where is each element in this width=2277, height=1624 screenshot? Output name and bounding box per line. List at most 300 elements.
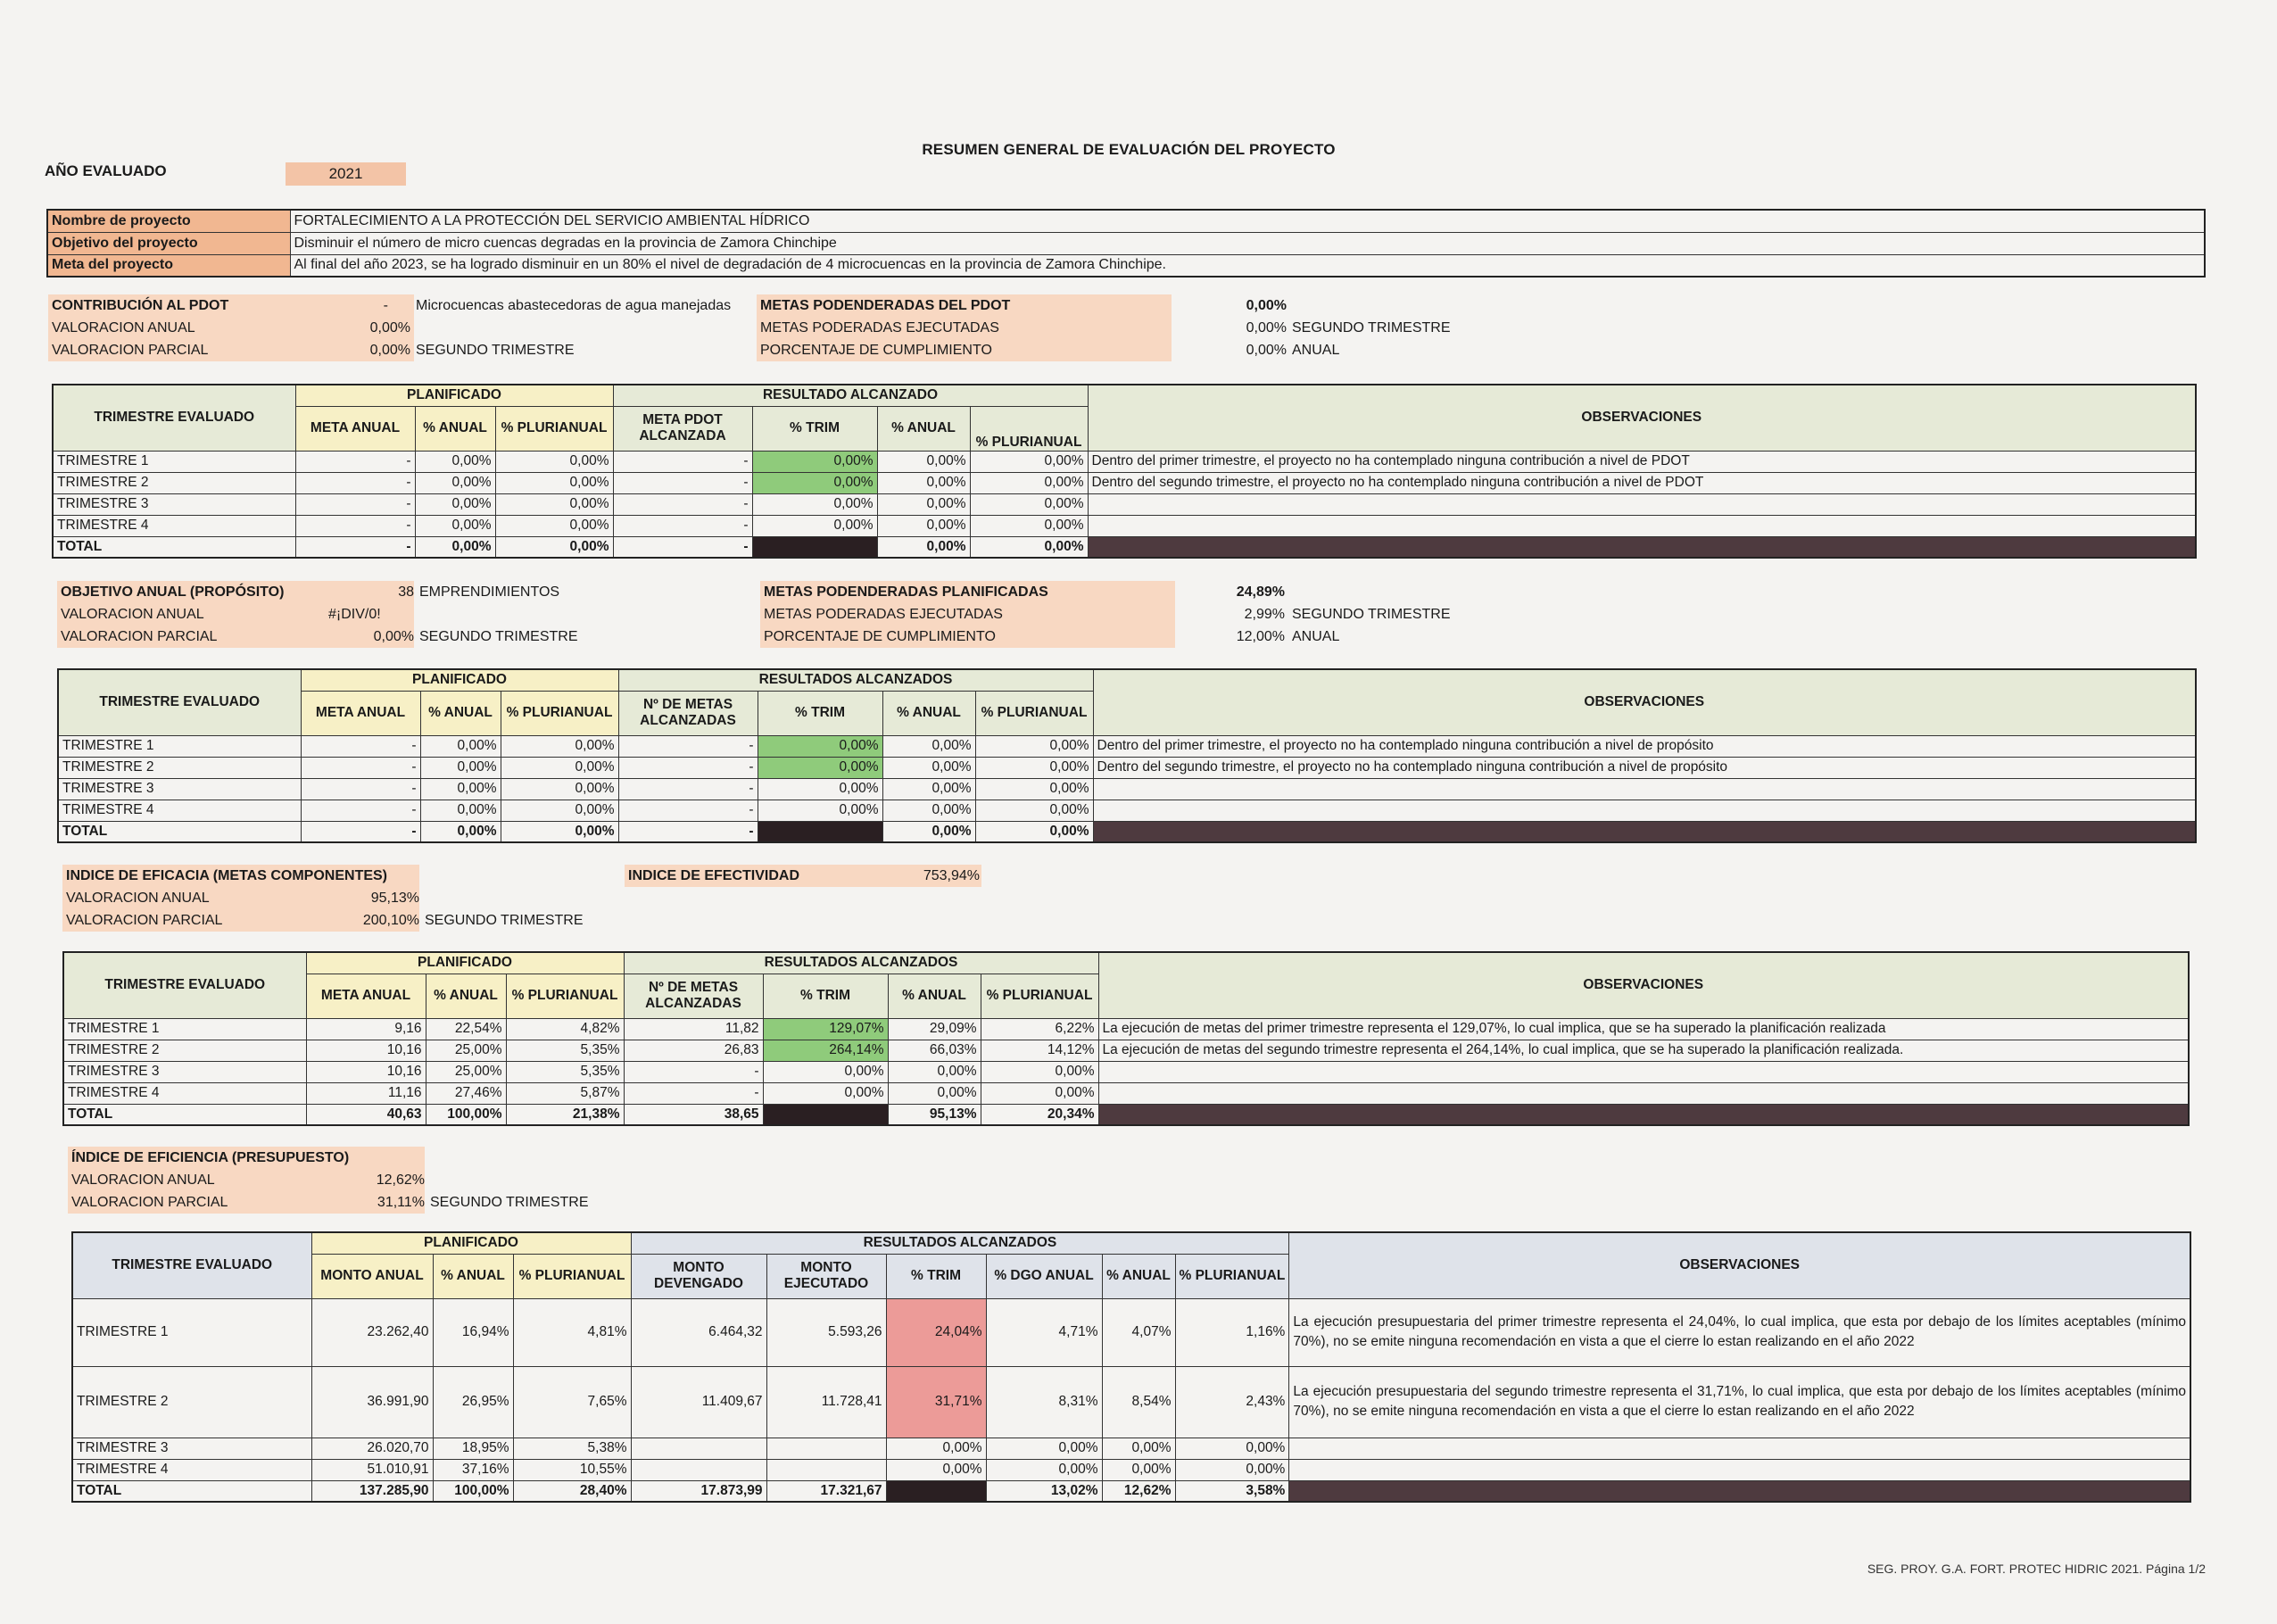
cell [631, 1459, 766, 1480]
cell: 0,00% [495, 515, 613, 536]
cell: 0,00% [415, 536, 495, 558]
table-row [58, 757, 2196, 778]
table-row [72, 1298, 2190, 1366]
observation [1093, 800, 2196, 821]
cell: 37,16% [433, 1459, 513, 1480]
cell: 0,00% [970, 472, 1088, 493]
cell: 0,00% [420, 757, 501, 778]
objective-weighted-value: 24,89% [1236, 584, 1285, 600]
objective-weighted-exec-label: METAS PODERADAS EJECUTADAS [760, 603, 1175, 626]
components-table-c6: % ANUAL [888, 974, 981, 1018]
budget-table-c7: % DGO ANUAL [986, 1254, 1102, 1298]
table-row [58, 735, 2196, 757]
cell: 7,65% [513, 1366, 631, 1438]
cell: 11,16 [306, 1082, 426, 1104]
components-table-c4a: Nº DE METAS [648, 980, 739, 995]
cell: - [295, 451, 415, 472]
purpose-table-c6: % ANUAL [882, 691, 975, 735]
pdot-weighted-exec-text: SEGUNDO TRIMESTRE [1292, 320, 1451, 336]
cell: - [295, 493, 415, 515]
components-table-c2: % ANUAL [426, 974, 506, 1018]
pdot-contrib-text: Microcuencas abastecedoras de agua manejadas [416, 298, 732, 313]
cell: 25,00% [426, 1061, 506, 1082]
row-label: TRIMESTRE 1 [58, 735, 301, 757]
cell [631, 1438, 766, 1459]
cell: - [618, 800, 758, 821]
cell: 10,16 [306, 1061, 426, 1082]
project-info-table [46, 209, 2206, 278]
cell: 0,00% [882, 757, 975, 778]
cell: 31,71% [886, 1366, 986, 1438]
table-row [63, 1040, 2189, 1061]
table-row [58, 800, 2196, 821]
cell: 16,94% [433, 1298, 513, 1366]
observation: La ejecución de metas del segundo trimestre representa el 264,14%, lo cual implica, que se ha superado la planificación realizada. [1098, 1040, 2189, 1061]
project-name: FORTALECIMIENTO A LA PROTECCIÓN DEL SERVICIO AMBIENTAL HÍDRICO [290, 210, 2205, 232]
budget-table-h-res: RESULTADOS ALCANZADOS [631, 1232, 1289, 1254]
cell: 5,38% [513, 1438, 631, 1459]
cell: 18,95% [433, 1438, 513, 1459]
cell: 0,00% [758, 800, 882, 821]
components-table-c4 [624, 974, 763, 1018]
project-name-label: Nombre de proyecto [47, 210, 290, 232]
cell: 0,00% [877, 493, 970, 515]
budget-table-c5 [766, 1254, 886, 1298]
cell: - [613, 472, 752, 493]
cell: 0,00% [877, 515, 970, 536]
cell: 4,81% [513, 1298, 631, 1366]
row-label: TRIMESTRE 2 [53, 472, 295, 493]
cell: 0,00% [975, 735, 1093, 757]
observation-blank [1289, 1480, 2190, 1502]
efficiency-annual-label: VALORACION ANUAL [68, 1169, 425, 1191]
efficacy-partial-text: SEGUNDO TRIMESTRE [425, 913, 584, 928]
table-row [53, 472, 2196, 493]
cell: 0,00% [970, 451, 1088, 472]
cell: 10,55% [513, 1459, 631, 1480]
row-label: TRIMESTRE 2 [58, 757, 301, 778]
cell: 0,00% [981, 1082, 1098, 1104]
observation: Dentro del primer trimestre, el proyecto no ha contemplado ninguna contribución a nivel de propósito [1093, 735, 2196, 757]
year-label: AÑO EVALUADO [45, 162, 167, 179]
cell: 0,00% [975, 800, 1093, 821]
cell: 0,00% [763, 1082, 888, 1104]
cell: - [613, 451, 752, 472]
cell: 4,07% [1102, 1298, 1175, 1366]
cell: - [618, 757, 758, 778]
observation-blank [1098, 1104, 2189, 1125]
table-row [63, 1061, 2189, 1082]
row-label: TRIMESTRE 2 [72, 1366, 311, 1438]
budget-table-h-obs: OBSERVACIONES [1289, 1232, 2190, 1298]
cell: 40,63 [306, 1104, 426, 1125]
row-label: TRIMESTRE 4 [58, 800, 301, 821]
cell: 0,00% [415, 451, 495, 472]
purpose-table-c5: % TRIM [758, 691, 882, 735]
purpose-table-c1: META ANUAL [301, 691, 420, 735]
cell: 264,14% [763, 1040, 888, 1061]
cell: 0,00% [763, 1061, 888, 1082]
observation: Dentro del segundo trimestre, el proyecto no ha contemplado ninguna contribución a nivel de propósito [1093, 757, 2196, 778]
purpose-table [57, 668, 2197, 843]
budget-table-c2: % ANUAL [433, 1254, 513, 1298]
pdot-table-h-obs: OBSERVACIONES [1088, 385, 2196, 451]
row-label: TRIMESTRE 4 [53, 515, 295, 536]
page-footer: SEG. PROY. G.A. FORT. PROTEC HIDRIC 2021. Página 1/2 [1867, 1562, 2206, 1576]
cell: 0,00% [501, 757, 618, 778]
cell: 17.873,99 [631, 1480, 766, 1502]
cell: 0,00% [415, 515, 495, 536]
observation [1098, 1061, 2189, 1082]
components-table-c7: % PLURIANUAL [981, 974, 1098, 1018]
cell: 0,00% [882, 800, 975, 821]
row-label: TRIMESTRE 3 [63, 1061, 306, 1082]
cell: 11.409,67 [631, 1366, 766, 1438]
cell: 10,16 [306, 1040, 426, 1061]
row-label: TRIMESTRE 2 [63, 1040, 306, 1061]
row-label: TRIMESTRE 1 [63, 1018, 306, 1040]
table-row [72, 1366, 2190, 1438]
objective-text: EMPRENDIMIENTOS [419, 584, 560, 600]
cell: 0,00% [495, 493, 613, 515]
observation [1098, 1082, 2189, 1104]
components-table-h-obs: OBSERVACIONES [1098, 952, 2189, 1018]
row-label: TOTAL [63, 1104, 306, 1125]
cell: 0,00% [752, 472, 877, 493]
cell: 0,00% [888, 1082, 981, 1104]
observation: Dentro del segundo trimestre, el proyecto no ha contemplado ninguna contribución a nivel de PDOT [1088, 472, 2196, 493]
cell: 29,09% [888, 1018, 981, 1040]
objective-partial-text: SEGUNDO TRIMESTRE [419, 629, 578, 644]
cell: 0,00% [1102, 1438, 1175, 1459]
objective-partial-value: 0,00% [373, 629, 414, 644]
pdot-table-h-plan: PLANIFICADO [295, 385, 613, 406]
table-row [63, 1018, 2189, 1040]
pdot-partial-label: VALORACION PARCIAL [48, 339, 414, 361]
cell: - [301, 735, 420, 757]
cell: 0,00% [975, 821, 1093, 842]
project-goal-label: Meta del proyecto [47, 254, 290, 277]
table-row-total [72, 1480, 2190, 1502]
pdot-weighted-exec-label: METAS PODERADAS EJECUTADAS [757, 317, 1172, 339]
cell: 28,40% [513, 1480, 631, 1502]
cell: - [613, 493, 752, 515]
observation [1289, 1438, 2190, 1459]
row-label: TOTAL [72, 1480, 311, 1502]
objective-weighted-exec-value: 2,99% [1244, 607, 1285, 622]
cell: - [301, 800, 420, 821]
cell: 0,00% [495, 536, 613, 558]
row-label: TRIMESTRE 3 [53, 493, 295, 515]
cell: 27,46% [426, 1082, 506, 1104]
budget-table-c4a: MONTO [673, 1260, 724, 1275]
year-value: 2021 [286, 162, 406, 186]
table-row [58, 778, 2196, 800]
cell: 0,00% [752, 515, 877, 536]
cell: 9,16 [306, 1018, 426, 1040]
observation: La ejecución presupuestaria del primer trimestre representa el 24,04%, lo cual implica, que esta por debajo de los límites aceptables (mínimo 70%), no se emite ninguna recomendación en vista a que el cierre lo estan realizando en el año 2022 [1289, 1298, 2190, 1366]
cell: 0,00% [882, 735, 975, 757]
pdot-annual-label: VALORACION ANUAL [48, 317, 414, 339]
row-label: TRIMESTRE 4 [63, 1082, 306, 1104]
pdot-table-c4a: META PDOT [642, 412, 723, 427]
cell: 0,00% [420, 821, 501, 842]
cell: - [624, 1082, 763, 1104]
pdot-weighted-label: METAS PODENDERADAS DEL PDOT [757, 294, 1172, 317]
cell: 0,00% [1175, 1459, 1289, 1480]
purpose-table-c3: % PLURIANUAL [501, 691, 618, 735]
pdot-compliance-value: 0,00% [1246, 343, 1287, 358]
cell: 36.991,90 [311, 1366, 433, 1438]
cell: 100,00% [426, 1104, 506, 1125]
cell: - [295, 536, 415, 558]
cell: - [295, 472, 415, 493]
cell: 26,95% [433, 1366, 513, 1438]
pdot-partial-text: SEGUNDO TRIMESTRE [416, 343, 575, 358]
purpose-table-c7: % PLURIANUAL [975, 691, 1093, 735]
cell: 0,00% [501, 821, 618, 842]
cell: - [301, 778, 420, 800]
cell: 0,00% [886, 1438, 986, 1459]
cell: 8,31% [986, 1366, 1102, 1438]
project-name-row [47, 210, 2205, 232]
row-label: TRIMESTRE 3 [58, 778, 301, 800]
cell: 22,54% [426, 1018, 506, 1040]
objective-partial-label: VALORACION PARCIAL [57, 626, 414, 648]
cell: 1,16% [1175, 1298, 1289, 1366]
components-table-c1: META ANUAL [306, 974, 426, 1018]
budget-table-c8: % ANUAL [1102, 1254, 1175, 1298]
cell: 0,00% [420, 778, 501, 800]
cell: 0,00% [501, 778, 618, 800]
cell: 25,00% [426, 1040, 506, 1061]
pdot-table-c5: % TRIM [752, 406, 877, 451]
cell: - [618, 821, 758, 842]
cell: 0,00% [758, 778, 882, 800]
cell [766, 1459, 886, 1480]
cell: 100,00% [433, 1480, 513, 1502]
row-label: TRIMESTRE 4 [72, 1459, 311, 1480]
purpose-table-c4 [618, 691, 758, 735]
cell: 129,07% [763, 1018, 888, 1040]
cell: 0,00% [970, 493, 1088, 515]
cell-blank [758, 821, 882, 842]
observation [1088, 515, 2196, 536]
cell: 0,00% [877, 536, 970, 558]
cell: - [618, 778, 758, 800]
cell: 12,62% [1102, 1480, 1175, 1502]
pdot-compliance-text: ANUAL [1292, 343, 1340, 358]
project-objective-label: Objetivo del proyecto [47, 232, 290, 254]
pdot-table [52, 384, 2197, 559]
row-label: TOTAL [58, 821, 301, 842]
objective-compliance-text: ANUAL [1292, 629, 1340, 644]
objective-weighted-exec-text: SEGUNDO TRIMESTRE [1292, 607, 1451, 622]
purpose-table-h-res: RESULTADOS ALCANZADOS [618, 669, 1093, 691]
pdot-table-c1: META ANUAL [295, 406, 415, 451]
pdot-weighted-exec-value: 0,00% [1246, 320, 1287, 336]
efficiency-partial-value: 31,11% [377, 1195, 425, 1210]
row-label: TRIMESTRE 1 [72, 1298, 311, 1366]
pdot-partial-value: 0,00% [369, 343, 410, 358]
cell: - [301, 821, 420, 842]
cell: 0,00% [970, 515, 1088, 536]
components-table-c3: % PLURIANUAL [506, 974, 624, 1018]
table-row-total [58, 821, 2196, 842]
efficiency-partial-text: SEGUNDO TRIMESTRE [430, 1195, 589, 1210]
cell: 0,00% [415, 472, 495, 493]
efficiency-partial-label: VALORACION PARCIAL [68, 1191, 425, 1214]
cell: 51.010,91 [311, 1459, 433, 1480]
budget-table-h-plan: PLANIFICADO [311, 1232, 631, 1254]
cell: 0,00% [986, 1459, 1102, 1480]
pdot-compliance-label: PORCENTAJE DE CUMPLIMIENTO [757, 339, 1172, 361]
cell: - [613, 515, 752, 536]
row-label: TOTAL [53, 536, 295, 558]
pdot-table-c7: % PLURIANUAL [970, 406, 1088, 451]
objective-annual-label: VALORACION ANUAL [57, 603, 414, 626]
table-row [53, 515, 2196, 536]
objective-value: 38 [398, 584, 414, 600]
cell: 0,00% [981, 1061, 1098, 1082]
cell: 6.464,32 [631, 1298, 766, 1366]
objective-label: OBJETIVO ANUAL (PROPÓSITO) [57, 581, 414, 603]
objective-weighted-label: METAS PODENDERADAS PLANIFICADAS [760, 581, 1175, 603]
cell-blank [752, 536, 877, 558]
cell: 0,00% [975, 778, 1093, 800]
budget-table-c3: % PLURIANUAL [513, 1254, 631, 1298]
cell: 0,00% [415, 493, 495, 515]
objective-compliance-value: 12,00% [1236, 629, 1285, 644]
cell: 0,00% [886, 1459, 986, 1480]
budget-table-c5a: MONTO [800, 1260, 852, 1275]
cell: 0,00% [501, 735, 618, 757]
components-table-h-res: RESULTADOS ALCANZADOS [624, 952, 1098, 974]
table-row-total [53, 536, 2196, 558]
effectiveness-label: INDICE DE EFECTIVIDAD [625, 865, 981, 887]
cell: 3,58% [1175, 1480, 1289, 1502]
purpose-table-c2: % ANUAL [420, 691, 501, 735]
cell: 0,00% [877, 472, 970, 493]
cell: 0,00% [1102, 1459, 1175, 1480]
cell: 5,35% [506, 1061, 624, 1082]
page-title: RESUMEN GENERAL DE EVALUACIÓN DEL PROYECTO [922, 141, 1336, 158]
cell-blank [886, 1480, 986, 1502]
components-table [62, 951, 2190, 1126]
cell: 14,12% [981, 1040, 1098, 1061]
cell: 0,00% [888, 1061, 981, 1082]
cell: 5,87% [506, 1082, 624, 1104]
pdot-table-c3: % PLURIANUAL [495, 406, 613, 451]
observation [1289, 1459, 2190, 1480]
cell: 0,00% [420, 800, 501, 821]
cell: 24,04% [886, 1298, 986, 1366]
table-row [72, 1438, 2190, 1459]
cell: 66,03% [888, 1040, 981, 1061]
row-label: TRIMESTRE 1 [53, 451, 295, 472]
pdot-contrib-label: CONTRIBUCIÓN AL PDOT [48, 294, 414, 317]
cell: 0,00% [752, 493, 877, 515]
project-goal-row [47, 254, 2205, 277]
observation [1088, 493, 2196, 515]
components-table-h-plan: PLANIFICADO [306, 952, 624, 974]
objective-annual-value: #¡DIV/0! [328, 607, 381, 622]
cell: 0,00% [882, 778, 975, 800]
cell: 2,43% [1175, 1366, 1289, 1438]
cell: 26.020,70 [311, 1438, 433, 1459]
cell: 13,02% [986, 1480, 1102, 1502]
budget-table-c6: % TRIM [886, 1254, 986, 1298]
pdot-table-c4b: ALCANZADA [639, 428, 726, 443]
efficiency-annual-value: 12,62% [376, 1172, 425, 1188]
row-label: TRIMESTRE 3 [72, 1438, 311, 1459]
project-objective: Disminuir el número de micro cuencas degradas en la provincia de Zamora Chinchipe [290, 232, 2205, 254]
observation-blank [1093, 821, 2196, 842]
budget-table-c4 [631, 1254, 766, 1298]
cell: 0,00% [758, 757, 882, 778]
cell: 0,00% [495, 451, 613, 472]
cell: - [613, 536, 752, 558]
efficacy-annual-label: VALORACION ANUAL [62, 887, 419, 909]
cell: 0,00% [986, 1438, 1102, 1459]
cell: - [624, 1061, 763, 1082]
cell: 8,54% [1102, 1366, 1175, 1438]
observation [1093, 778, 2196, 800]
effectiveness-value: 753,94% [923, 868, 980, 883]
budget-table-c9: % PLURIANUAL [1175, 1254, 1289, 1298]
cell: 0,00% [420, 735, 501, 757]
pdot-table-c2: % ANUAL [415, 406, 495, 451]
cell: - [301, 757, 420, 778]
cell: 0,00% [882, 821, 975, 842]
cell: 0,00% [752, 451, 877, 472]
cell: 0,00% [975, 757, 1093, 778]
cell: 0,00% [758, 735, 882, 757]
efficacy-annual-value: 95,13% [370, 891, 419, 906]
cell: 137.285,90 [311, 1480, 433, 1502]
observation-blank [1088, 536, 2196, 558]
cell: 5.593,26 [766, 1298, 886, 1366]
cell: 38,65 [624, 1104, 763, 1125]
efficacy-label: INDICE DE EFICACIA (METAS COMPONENTES) [62, 865, 419, 887]
cell: 0,00% [970, 536, 1088, 558]
purpose-table-c4b: ALCANZADAS [640, 713, 736, 728]
table-row [53, 451, 2196, 472]
budget-table-c1: MONTO ANUAL [311, 1254, 433, 1298]
pdot-annual-value: 0,00% [369, 320, 410, 336]
cell: 0,00% [877, 451, 970, 472]
budget-table-h-tri: TRIMESTRE EVALUADO [72, 1232, 311, 1298]
cell: 5,35% [506, 1040, 624, 1061]
table-row [72, 1459, 2190, 1480]
purpose-table-h-plan: PLANIFICADO [301, 669, 618, 691]
cell: 21,38% [506, 1104, 624, 1125]
cell: 11,82 [624, 1018, 763, 1040]
cell: - [618, 735, 758, 757]
cell: 0,00% [495, 472, 613, 493]
components-table-c4b: ALCANZADAS [645, 996, 741, 1011]
objective-compliance-label: PORCENTAJE DE CUMPLIMIENTO [760, 626, 1175, 648]
components-table-h-tri: TRIMESTRE EVALUADO [63, 952, 306, 1018]
project-objective-row [47, 232, 2205, 254]
cell: 4,71% [986, 1298, 1102, 1366]
components-table-c5: % TRIM [763, 974, 888, 1018]
pdot-table-c4 [613, 406, 752, 451]
efficacy-partial-label: VALORACION PARCIAL [62, 909, 419, 932]
table-row [53, 493, 2196, 515]
observation: La ejecución de metas del primer trimestre representa el 129,07%, lo cual implica, que se ha superado la planificación realizada [1098, 1018, 2189, 1040]
table-row [63, 1082, 2189, 1104]
